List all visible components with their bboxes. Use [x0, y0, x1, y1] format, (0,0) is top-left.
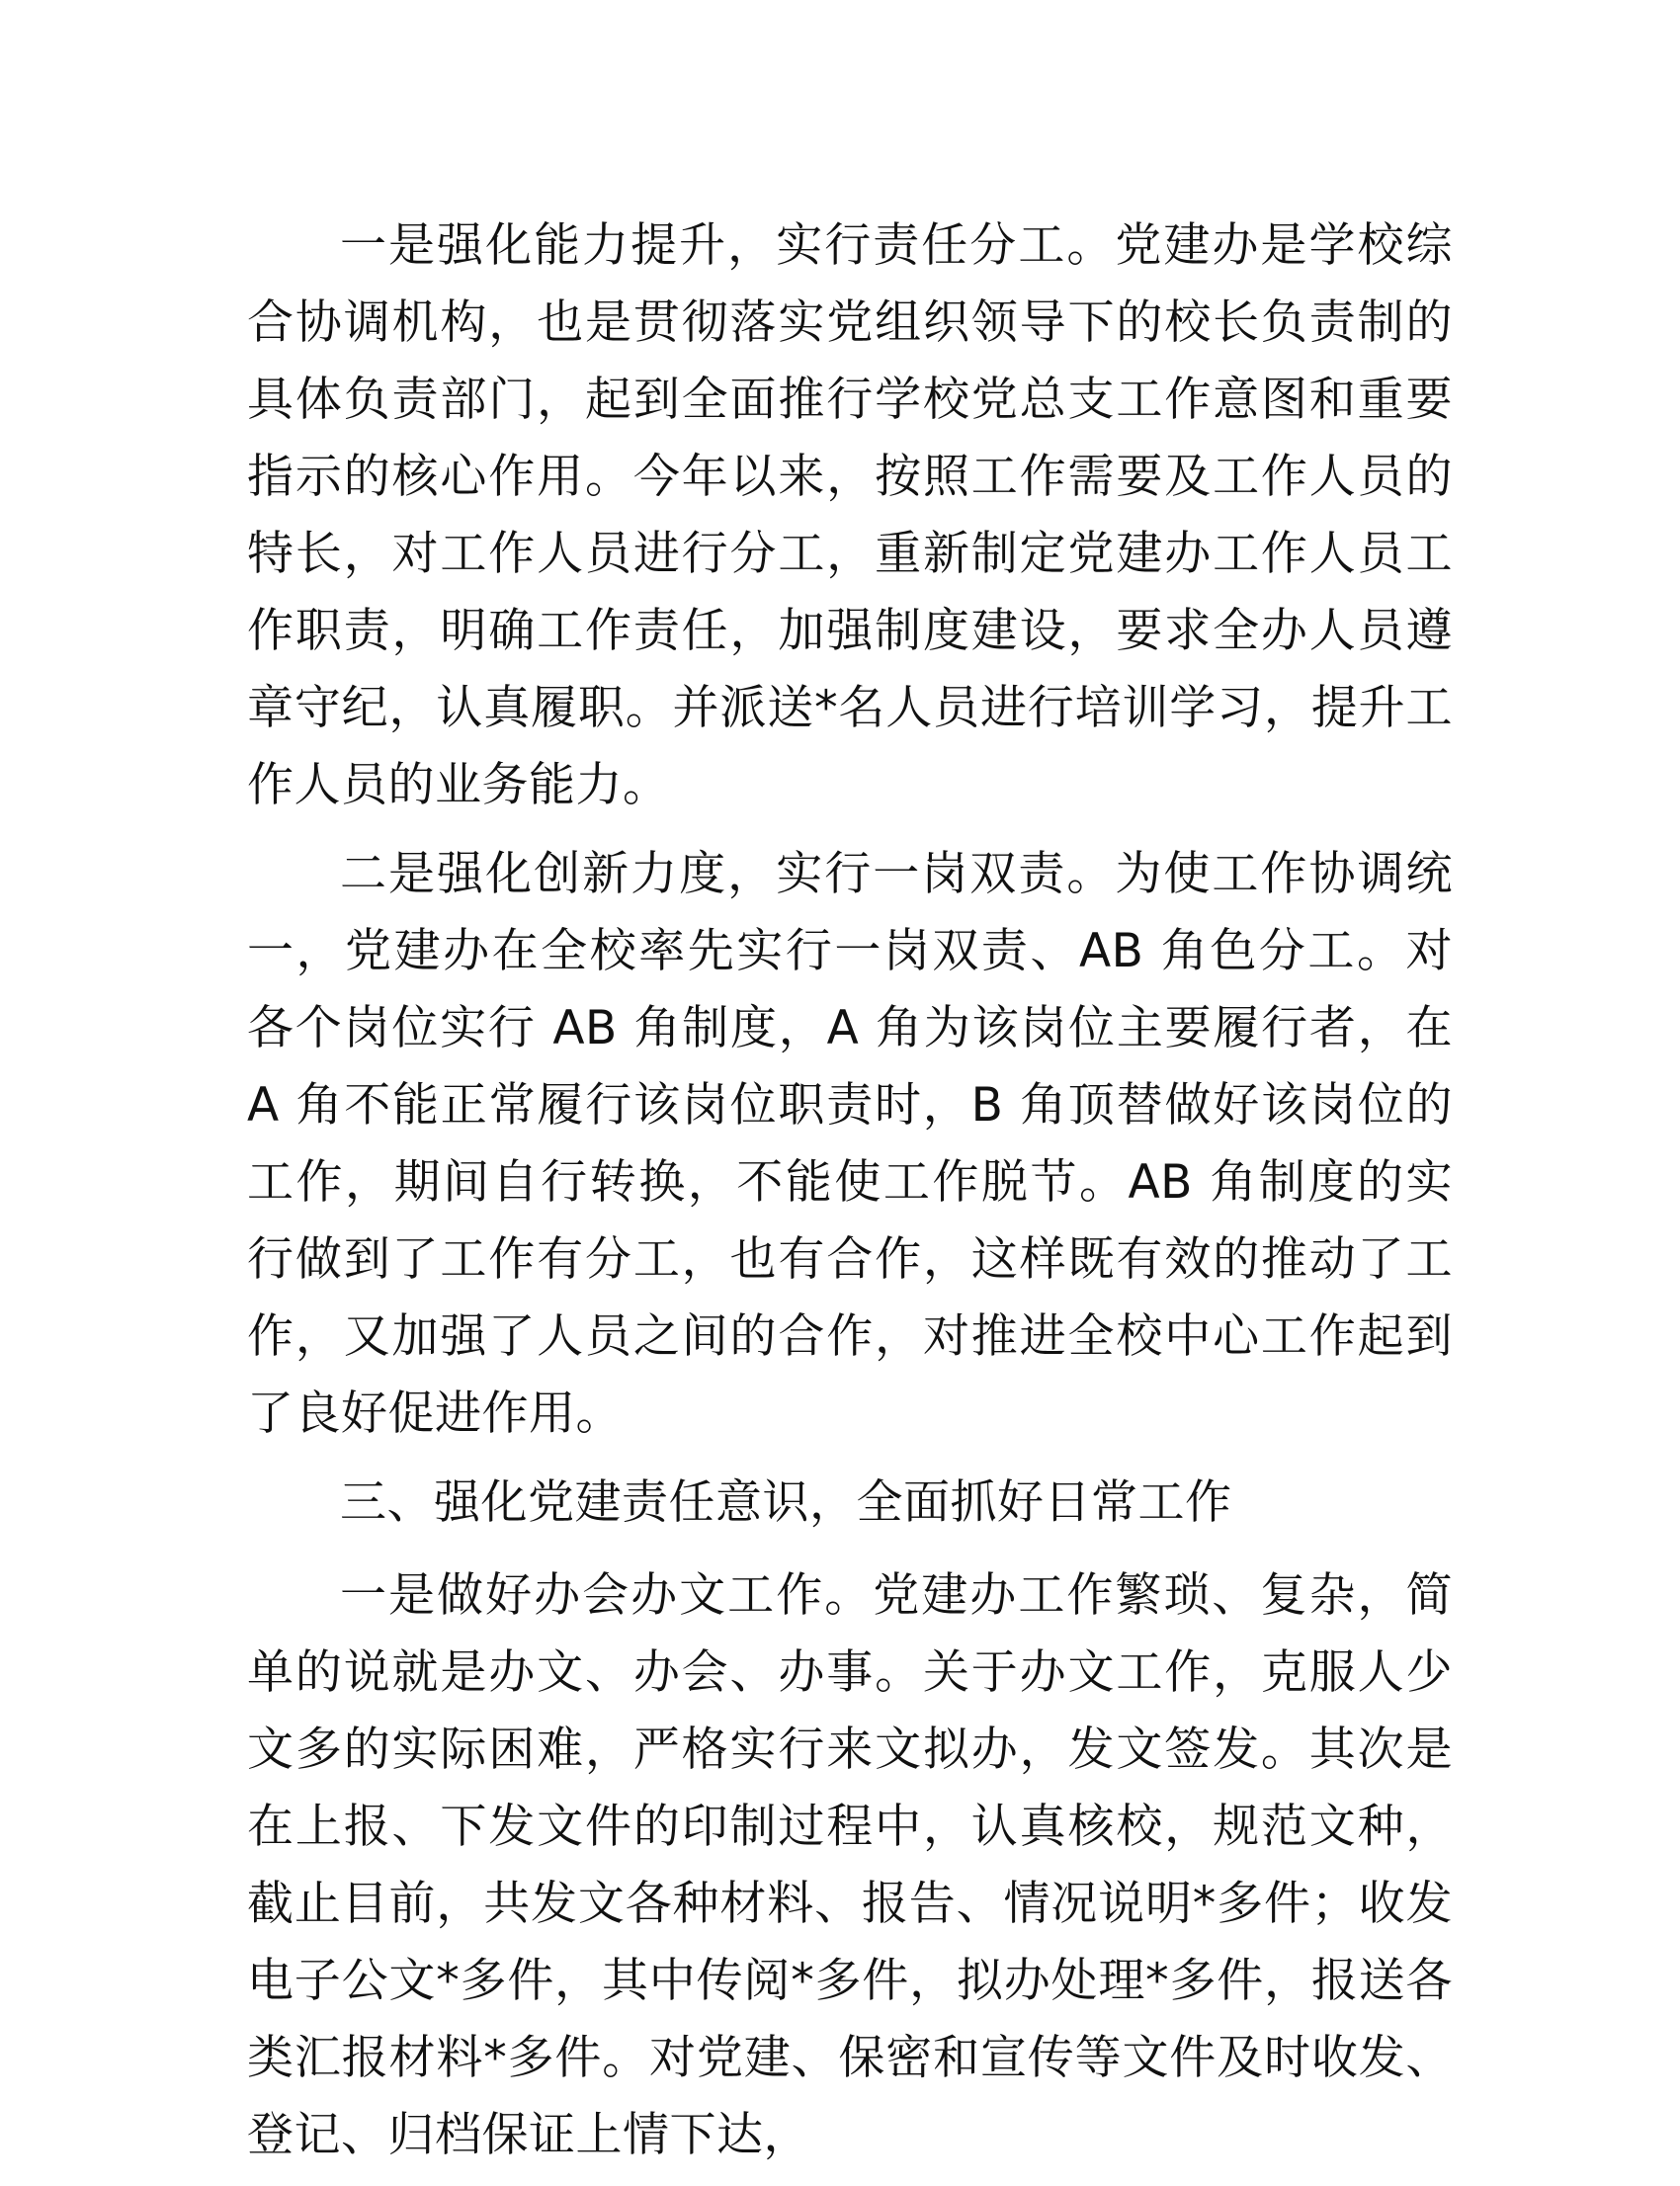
paragraph-one-post-two-duties: 二是强化创新力度，实行一岗双责。为使工作协调统一，党建办在全校率先实行一岗双责、AB 角色分工。对各个岗位实行 AB 角制度，A 角为该岗位主要履行者，在 A 角不能正常履行该岗位职责时，B 角顶替做好该岗位的工作，期间自行转换，不能使工作脱节。AB 角制度的实行做到了工作有分工，也有合作，这样既有效的推动了工作，又加强了人员之间的合作，对推进全校中心工作起到了良好促进作用。	[247, 847, 1453, 1441]
paragraph-division-of-duties: 一是强化能力提升，实行责任分工。党建办是学校综合协调机构，也是贯彻落实党组织领导下的校长负责制的具体负责部门，起到全面推行学校党总支工作意图和重要指示的核心作用。今年以来，按照工作需要及工作人员的特长，对工作人员进行分工，重新制定党建办工作人员工作职责，明确工作责任，加强制度建设，要求全办人员遵章守纪，认真履职。并派送*名人员进行培训学习，提升工作人员的业务能力。	[247, 218, 1453, 812]
paragraph-meetings-and-documents: 一是做好办会办文工作。党建办工作繁琐、复杂，简单的说就是办文、办会、办事。关于办文工作，克服人少文多的实际困难，严格实行来文拟办，发文签发。其次是在上报、下发文件的印制过程中，认真核校，规范文种，截止目前，共发文各种材料、报告、情况说明*多件；收发电子公文*多件，其中传阅*多件，拟办处理*多件，报送各类汇报材料*多件。对党建、保密和宣传等文件及时收发、登记、归档保证上情下达，	[247, 1568, 1453, 2162]
section-heading: 三、强化党建责任意识，全面抓好日常工作	[340, 1475, 1232, 1530]
document-body	[247, 208, 1453, 2186]
